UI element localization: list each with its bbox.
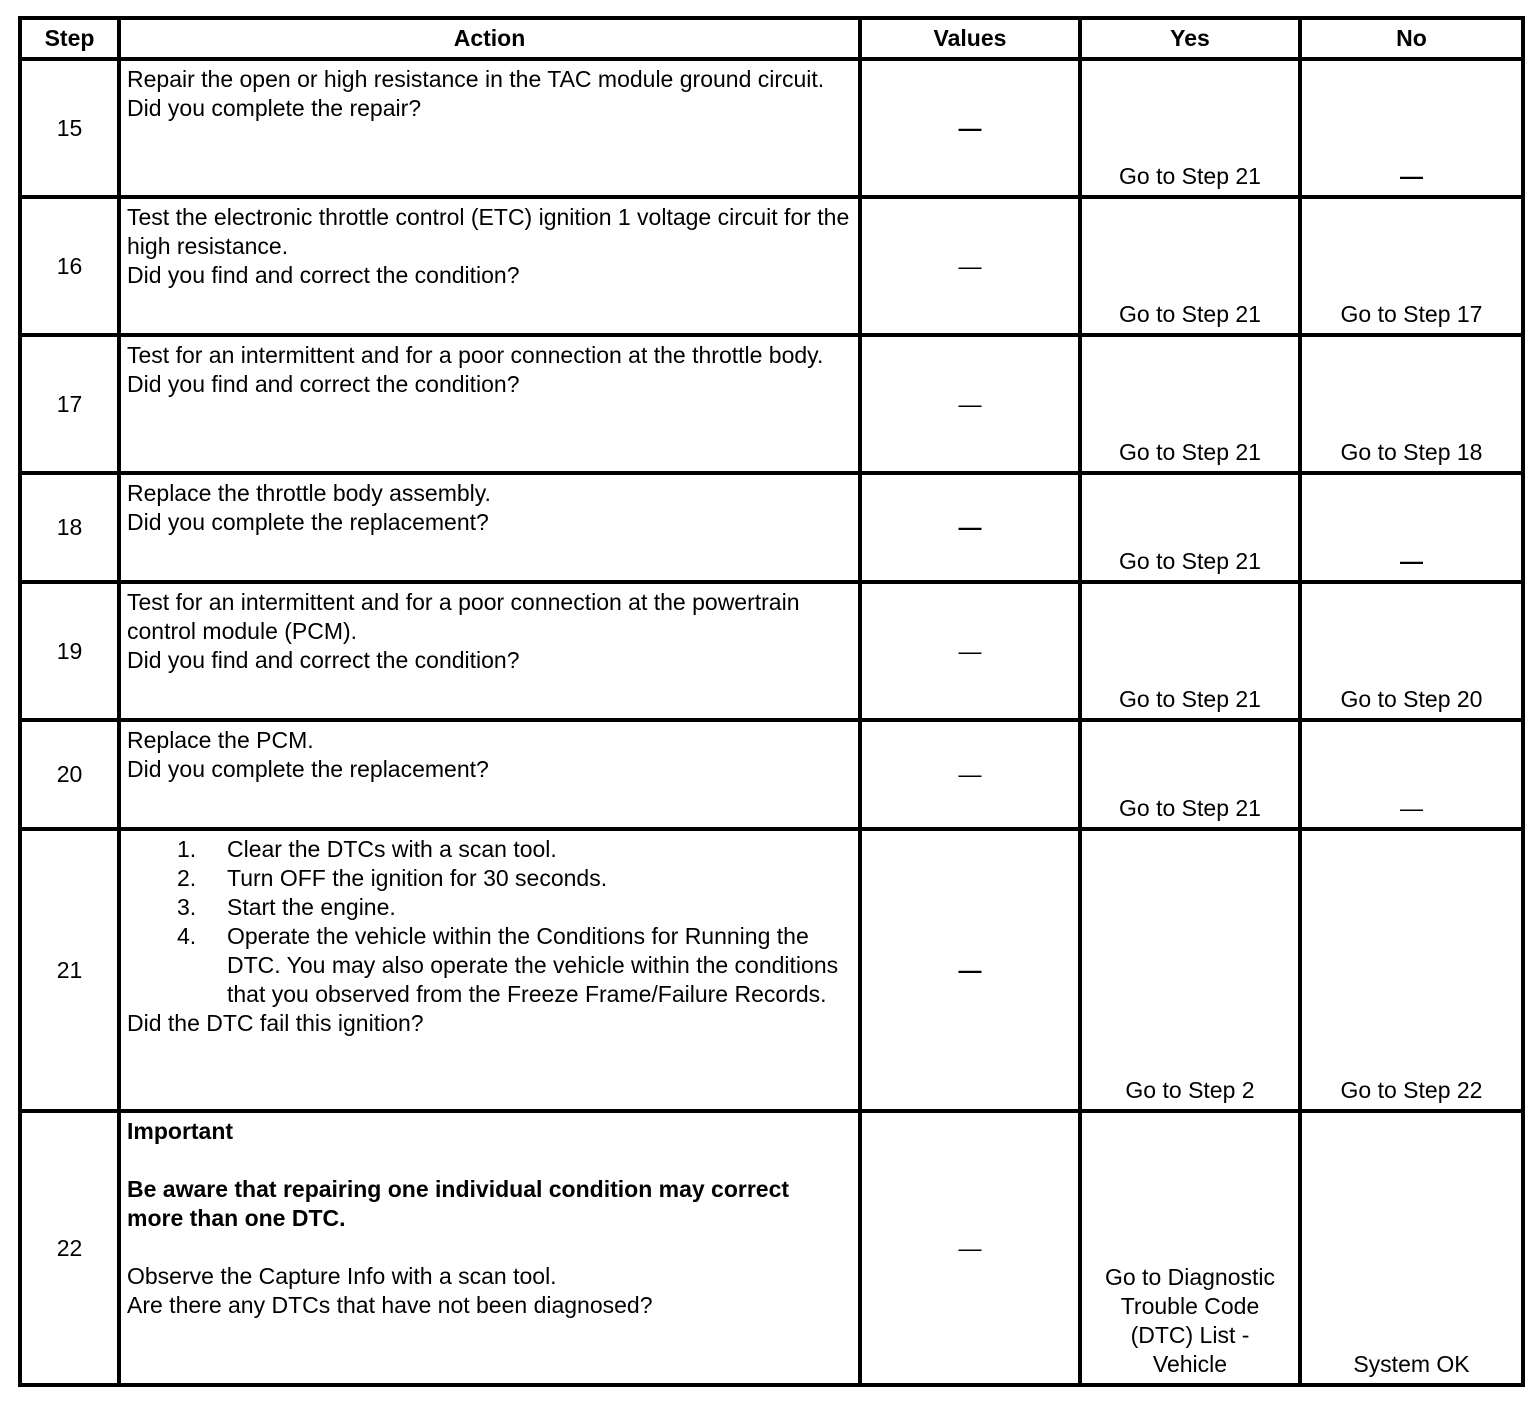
- action-text: Test for an intermittent and for a poor connection at the throttle body.: [127, 342, 824, 368]
- table-row: [20, 1111, 1523, 1385]
- step-number: 19: [20, 582, 119, 720]
- action-question: Did you find and correct the condition?: [127, 262, 520, 288]
- action-question: Are there any DTCs that have not been diagnosed?: [127, 1292, 653, 1318]
- action-question: Did the DTC fail this ignition?: [127, 1010, 424, 1036]
- table-row: [20, 582, 1523, 720]
- no-cell: —: [1300, 473, 1523, 582]
- list-text: Start the engine.: [227, 894, 396, 920]
- values-cell: —: [860, 1111, 1080, 1385]
- action-text: Replace the throttle body assembly.: [127, 480, 491, 506]
- header-row: [20, 18, 1523, 59]
- action-cell: [119, 720, 860, 829]
- action-cell: [119, 1111, 860, 1385]
- values-cell: —: [860, 829, 1080, 1111]
- list-text: Turn OFF the ignition for 30 seconds.: [227, 865, 608, 891]
- action-cell: [119, 197, 860, 335]
- values-cell: —: [860, 582, 1080, 720]
- step-number: 18: [20, 473, 119, 582]
- no-link[interactable]: Go to Step 20: [1300, 582, 1523, 720]
- action-text: Replace the PCM.: [127, 727, 314, 753]
- values-cell: —: [860, 197, 1080, 335]
- header-action: Action: [119, 18, 860, 59]
- yes-link[interactable]: Go to Step 21: [1080, 582, 1300, 720]
- no-link[interactable]: Go to Step 18: [1300, 335, 1523, 473]
- header-no: No: [1300, 18, 1523, 59]
- important-text: Be aware that repairing one individual condition may correct more than one DTC.: [127, 1176, 790, 1231]
- table-row: [20, 720, 1523, 829]
- header-yes: Yes: [1080, 18, 1300, 59]
- table-row: [20, 59, 1523, 197]
- action-text: Repair the open or high resistance in the TAC module ground circuit.: [127, 66, 825, 92]
- no-link[interactable]: Go to Step 17: [1300, 197, 1523, 335]
- list-item: [127, 922, 850, 1009]
- step-number: 15: [20, 59, 119, 197]
- important-label: Important: [127, 1118, 234, 1144]
- table-row: [20, 473, 1523, 582]
- list-text: Operate the vehicle within the Conditions for Running the DTC. You may also operate the vehicle within the conditions that you observed from the Freeze Frame/Failure Records.: [227, 923, 839, 1007]
- list-item: [127, 864, 850, 893]
- step-number: 17: [20, 335, 119, 473]
- table-row: [20, 829, 1523, 1111]
- values-cell: —: [860, 720, 1080, 829]
- action-question: Did you complete the replacement?: [127, 509, 489, 535]
- values-cell: —: [860, 59, 1080, 197]
- action-cell: [119, 582, 860, 720]
- action-text: Observe the Capture Info with a scan tool.: [127, 1263, 557, 1289]
- action-cell: [119, 335, 860, 473]
- no-cell: —: [1300, 720, 1523, 829]
- values-cell: —: [860, 473, 1080, 582]
- list-number: 2.: [177, 865, 197, 891]
- header-step: Step: [20, 18, 119, 59]
- procedure-list: [127, 835, 850, 1009]
- step-number: 21: [20, 829, 119, 1111]
- no-cell: —: [1300, 59, 1523, 197]
- list-item: [127, 835, 850, 864]
- step-number: 22: [20, 1111, 119, 1385]
- list-number: 1.: [177, 836, 197, 862]
- action-question: Did you complete the replacement?: [127, 756, 489, 782]
- yes-link[interactable]: Go to Step 21: [1080, 59, 1300, 197]
- list-text: Clear the DTCs with a scan tool.: [227, 836, 557, 862]
- yes-link[interactable]: Go to Diagnostic Trouble Code (DTC) List - Vehicle: [1080, 1111, 1300, 1385]
- no-link[interactable]: Go to Step 22: [1300, 829, 1523, 1111]
- step-number: 20: [20, 720, 119, 829]
- action-question: Did you find and correct the condition?: [127, 371, 520, 397]
- yes-link[interactable]: Go to Step 21: [1080, 473, 1300, 582]
- action-cell: [119, 473, 860, 582]
- step-number: 16: [20, 197, 119, 335]
- list-item: [127, 893, 850, 922]
- list-number: 3.: [177, 894, 197, 920]
- action-text: Test for an intermittent and for a poor connection at the powertrain control module (PCM).: [127, 589, 800, 644]
- action-text: Test the electronic throttle control (ETC) ignition 1 voltage circuit for the high resistance.: [127, 204, 850, 259]
- action-question: Did you find and correct the condition?: [127, 647, 520, 673]
- action-cell: [119, 59, 860, 197]
- yes-link[interactable]: Go to Step 21: [1080, 197, 1300, 335]
- table-row: [20, 197, 1523, 335]
- action-question: Did you complete the repair?: [127, 95, 422, 121]
- values-cell: —: [860, 335, 1080, 473]
- no-cell: System OK: [1300, 1111, 1523, 1385]
- diagnostic-table: [18, 16, 1525, 1387]
- header-values: Values: [860, 18, 1080, 59]
- action-cell: [119, 829, 860, 1111]
- list-number: 4.: [177, 923, 197, 949]
- yes-link[interactable]: Go to Step 21: [1080, 335, 1300, 473]
- yes-link[interactable]: Go to Step 2: [1080, 829, 1300, 1111]
- table-row: [20, 335, 1523, 473]
- yes-link[interactable]: Go to Step 21: [1080, 720, 1300, 829]
